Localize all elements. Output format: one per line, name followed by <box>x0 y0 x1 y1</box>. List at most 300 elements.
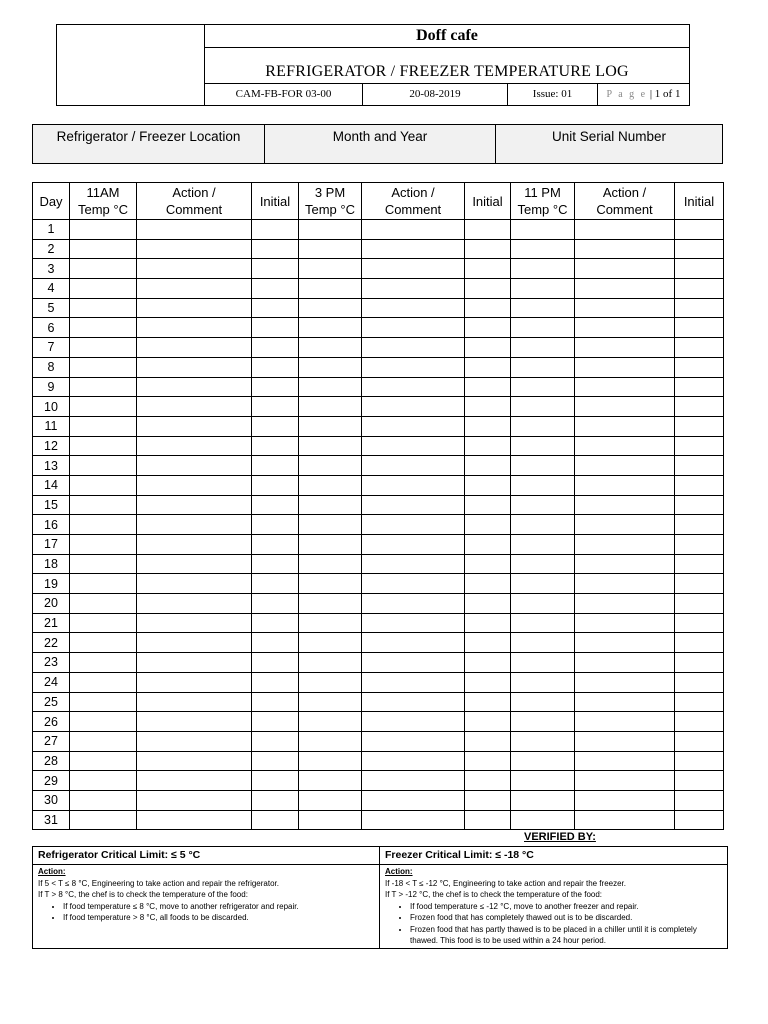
log-cell-action-comment[interactable] <box>575 594 675 614</box>
log-cell-temp-3pm[interactable] <box>299 672 362 692</box>
log-cell-action-comment[interactable] <box>362 220 465 240</box>
log-cell-action-comment[interactable] <box>575 357 675 377</box>
log-cell-temp-11am[interactable] <box>70 259 137 279</box>
log-cell-initial[interactable] <box>252 495 299 515</box>
log-cell-initial[interactable] <box>252 239 299 259</box>
log-cell-initial[interactable] <box>465 338 511 358</box>
log-cell-action-comment[interactable] <box>137 436 252 456</box>
log-cell-initial[interactable] <box>465 416 511 436</box>
log-cell-temp-11pm[interactable] <box>511 397 575 417</box>
table-row <box>33 653 724 673</box>
log-cell-temp-11pm[interactable] <box>511 790 575 810</box>
log-cell-action-comment[interactable] <box>575 456 675 476</box>
log-cell-action-comment[interactable] <box>362 613 465 633</box>
log-cell-initial[interactable] <box>465 692 511 712</box>
log-cell-temp-11am[interactable] <box>70 436 137 456</box>
log-cell-action-comment[interactable] <box>362 515 465 535</box>
log-cell-action-comment[interactable] <box>575 712 675 732</box>
log-cell-action-comment[interactable] <box>362 574 465 594</box>
log-cell-action-comment[interactable] <box>137 495 252 515</box>
log-cell-action-comment[interactable] <box>362 279 465 299</box>
log-cell-action-comment[interactable] <box>137 692 252 712</box>
log-cell-temp-11am[interactable] <box>70 554 137 574</box>
log-cell-temp-11pm[interactable] <box>511 574 575 594</box>
log-cell-initial[interactable] <box>252 397 299 417</box>
log-cell-action-comment[interactable] <box>137 279 252 299</box>
log-cell-action-comment[interactable] <box>137 771 252 791</box>
log-cell-action-comment[interactable] <box>575 416 675 436</box>
log-cell-initial[interactable] <box>252 357 299 377</box>
log-cell-temp-11am[interactable] <box>70 810 137 830</box>
log-cell-initial[interactable] <box>252 298 299 318</box>
log-cell-action-comment[interactable] <box>137 377 252 397</box>
log-cell-temp-11pm[interactable] <box>511 456 575 476</box>
log-cell-initial[interactable] <box>465 475 511 495</box>
log-cell-action-comment[interactable] <box>362 357 465 377</box>
log-cell-action-comment[interactable] <box>575 810 675 830</box>
serial-number-field[interactable]: Unit Serial Number <box>551 129 667 144</box>
log-cell-temp-3pm[interactable] <box>299 790 362 810</box>
log-cell-action-comment[interactable] <box>137 357 252 377</box>
log-cell-temp-11am[interactable] <box>70 653 137 673</box>
log-cell-initial[interactable] <box>252 653 299 673</box>
log-cell-initial[interactable] <box>252 790 299 810</box>
log-cell-initial[interactable] <box>465 554 511 574</box>
log-cell-action-comment[interactable] <box>575 751 675 771</box>
log-cell-initial[interactable] <box>465 653 511 673</box>
log-cell-action-comment[interactable] <box>362 672 465 692</box>
log-cell-initial[interactable] <box>675 771 724 791</box>
log-cell-initial[interactable] <box>252 377 299 397</box>
log-cell-action-comment[interactable] <box>575 731 675 751</box>
log-cell-temp-3pm[interactable] <box>299 633 362 653</box>
log-cell-temp-11am[interactable] <box>70 357 137 377</box>
log-cell-initial[interactable] <box>465 810 511 830</box>
log-cell-temp-11pm[interactable] <box>511 712 575 732</box>
log-cell-action-comment[interactable] <box>137 298 252 318</box>
log-cell-action-comment[interactable] <box>137 416 252 436</box>
log-cell-initial[interactable] <box>675 239 724 259</box>
log-cell-temp-3pm[interactable] <box>299 515 362 535</box>
log-cell-action-comment[interactable] <box>137 574 252 594</box>
log-cell-action-comment[interactable] <box>362 535 465 555</box>
log-cell-temp-3pm[interactable] <box>299 475 362 495</box>
log-cell-initial[interactable] <box>675 416 724 436</box>
log-cell-initial[interactable] <box>465 239 511 259</box>
log-cell-action-comment[interactable] <box>137 239 252 259</box>
log-cell-initial[interactable] <box>252 810 299 830</box>
log-cell-action-comment[interactable] <box>575 220 675 240</box>
log-cell-initial[interactable] <box>252 338 299 358</box>
log-cell-temp-11pm[interactable] <box>511 220 575 240</box>
log-cell-action-comment[interactable] <box>575 259 675 279</box>
log-cell-action-comment[interactable] <box>575 239 675 259</box>
log-cell-initial[interactable] <box>675 731 724 751</box>
log-cell-initial[interactable] <box>252 279 299 299</box>
log-cell-temp-3pm[interactable] <box>299 574 362 594</box>
log-cell-temp-3pm[interactable] <box>299 751 362 771</box>
log-cell-initial[interactable] <box>675 790 724 810</box>
log-cell-initial[interactable] <box>675 397 724 417</box>
log-cell-initial[interactable] <box>252 456 299 476</box>
log-cell-action-comment[interactable] <box>137 613 252 633</box>
log-cell-temp-3pm[interactable] <box>299 810 362 830</box>
log-cell-temp-11am[interactable] <box>70 495 137 515</box>
log-cell-temp-3pm[interactable] <box>299 535 362 555</box>
log-cell-temp-11pm[interactable] <box>511 771 575 791</box>
log-cell-action-comment[interactable] <box>362 653 465 673</box>
log-cell-initial[interactable] <box>675 436 724 456</box>
log-cell-temp-11am[interactable] <box>70 377 137 397</box>
log-cell-temp-11pm[interactable] <box>511 633 575 653</box>
log-cell-action-comment[interactable] <box>575 515 675 535</box>
log-cell-action-comment[interactable] <box>137 318 252 338</box>
log-cell-temp-3pm[interactable] <box>299 495 362 515</box>
log-cell-temp-3pm[interactable] <box>299 357 362 377</box>
log-cell-initial[interactable] <box>675 535 724 555</box>
log-cell-action-comment[interactable] <box>137 515 252 535</box>
page-word: P a g e <box>606 89 648 100</box>
log-cell-temp-11am[interactable] <box>70 515 137 535</box>
log-cell-initial[interactable] <box>465 594 511 614</box>
log-cell-initial[interactable] <box>675 279 724 299</box>
log-cell-initial[interactable] <box>252 318 299 338</box>
log-cell-temp-3pm[interactable] <box>299 731 362 751</box>
day-number: 26 <box>33 712 70 732</box>
log-cell-action-comment[interactable] <box>362 475 465 495</box>
log-cell-action-comment[interactable] <box>362 318 465 338</box>
log-cell-action-comment[interactable] <box>362 416 465 436</box>
log-cell-action-comment[interactable] <box>137 810 252 830</box>
log-cell-initial[interactable] <box>465 712 511 732</box>
log-cell-temp-3pm[interactable] <box>299 594 362 614</box>
log-cell-temp-3pm[interactable] <box>299 416 362 436</box>
log-cell-action-comment[interactable] <box>137 594 252 614</box>
log-cell-initial[interactable] <box>252 475 299 495</box>
log-cell-temp-11am[interactable] <box>70 672 137 692</box>
log-cell-temp-3pm[interactable] <box>299 554 362 574</box>
log-cell-initial[interactable] <box>675 220 724 240</box>
table-row <box>33 810 724 830</box>
log-cell-initial[interactable] <box>465 357 511 377</box>
freezer-bullets <box>385 901 722 947</box>
log-cell-action-comment[interactable] <box>575 771 675 791</box>
log-cell-initial[interactable] <box>675 456 724 476</box>
log-cell-initial[interactable] <box>465 377 511 397</box>
log-cell-temp-3pm[interactable] <box>299 259 362 279</box>
log-cell-initial[interactable] <box>465 397 511 417</box>
log-cell-temp-11pm[interactable] <box>511 535 575 555</box>
log-cell-temp-11am[interactable] <box>70 397 137 417</box>
log-cell-temp-3pm[interactable] <box>299 456 362 476</box>
log-cell-temp-11am[interactable] <box>70 751 137 771</box>
log-cell-action-comment[interactable] <box>575 475 675 495</box>
log-cell-action-comment[interactable] <box>137 712 252 732</box>
log-cell-temp-11am[interactable] <box>70 298 137 318</box>
log-cell-action-comment[interactable] <box>575 692 675 712</box>
log-cell-initial[interactable] <box>675 692 724 712</box>
log-cell-action-comment[interactable] <box>575 495 675 515</box>
log-cell-action-comment[interactable] <box>137 554 252 574</box>
log-cell-action-comment[interactable] <box>362 771 465 791</box>
log-cell-initial[interactable] <box>252 692 299 712</box>
log-cell-action-comment[interactable] <box>575 633 675 653</box>
log-cell-temp-3pm[interactable] <box>299 220 362 240</box>
log-cell-temp-11am[interactable] <box>70 771 137 791</box>
log-cell-initial[interactable] <box>252 613 299 633</box>
log-cell-action-comment[interactable] <box>362 298 465 318</box>
log-cell-temp-11pm[interactable] <box>511 436 575 456</box>
log-cell-action-comment[interactable] <box>575 318 675 338</box>
log-cell-temp-11am[interactable] <box>70 220 137 240</box>
log-cell-action-comment[interactable] <box>362 731 465 751</box>
log-cell-action-comment[interactable] <box>575 377 675 397</box>
log-cell-temp-3pm[interactable] <box>299 397 362 417</box>
log-cell-temp-3pm[interactable] <box>299 338 362 358</box>
log-cell-temp-11pm[interactable] <box>511 751 575 771</box>
logo-area <box>57 25 205 105</box>
log-cell-action-comment[interactable] <box>137 220 252 240</box>
log-cell-temp-11pm[interactable] <box>511 495 575 515</box>
log-cell-temp-11am[interactable] <box>70 318 137 338</box>
log-cell-initial[interactable] <box>252 416 299 436</box>
log-cell-initial[interactable] <box>465 731 511 751</box>
log-cell-temp-3pm[interactable] <box>299 239 362 259</box>
log-cell-action-comment[interactable] <box>362 495 465 515</box>
log-cell-action-comment[interactable] <box>362 259 465 279</box>
log-cell-temp-3pm[interactable] <box>299 318 362 338</box>
log-cell-action-comment[interactable] <box>575 613 675 633</box>
log-cell-temp-11pm[interactable] <box>511 692 575 712</box>
log-cell-initial[interactable] <box>675 259 724 279</box>
refrigerator-action-label: Action: <box>38 867 66 876</box>
log-cell-initial[interactable] <box>675 672 724 692</box>
freezer-action-line: If T > -12 °C, the chef is to check the temperature of the food: <box>385 890 603 899</box>
log-cell-initial[interactable] <box>465 751 511 771</box>
log-cell-initial[interactable] <box>465 515 511 535</box>
log-cell-action-comment[interactable] <box>575 298 675 318</box>
log-cell-initial[interactable] <box>252 731 299 751</box>
log-cell-initial[interactable] <box>675 594 724 614</box>
log-cell-temp-11pm[interactable] <box>511 338 575 358</box>
log-cell-temp-11pm[interactable] <box>511 318 575 338</box>
log-cell-initial[interactable] <box>465 495 511 515</box>
log-cell-initial[interactable] <box>675 515 724 535</box>
log-cell-action-comment[interactable] <box>137 731 252 751</box>
log-cell-action-comment[interactable] <box>362 456 465 476</box>
log-cell-temp-11pm[interactable] <box>511 672 575 692</box>
column-header-temp-11pm <box>511 183 575 220</box>
log-cell-action-comment[interactable] <box>362 633 465 653</box>
column-header-text: 11 PM <box>524 185 561 200</box>
log-cell-action-comment[interactable] <box>575 554 675 574</box>
log-cell-temp-3pm[interactable] <box>299 712 362 732</box>
log-cell-initial[interactable] <box>675 357 724 377</box>
log-cell-action-comment[interactable] <box>137 653 252 673</box>
log-cell-initial[interactable] <box>252 515 299 535</box>
log-cell-initial[interactable] <box>465 279 511 299</box>
log-cell-initial[interactable] <box>465 574 511 594</box>
log-cell-temp-11pm[interactable] <box>511 239 575 259</box>
log-cell-initial[interactable] <box>675 495 724 515</box>
log-cell-action-comment[interactable] <box>362 377 465 397</box>
log-cell-temp-11am[interactable] <box>70 456 137 476</box>
log-cell-action-comment[interactable] <box>137 338 252 358</box>
log-cell-initial[interactable] <box>675 338 724 358</box>
log-cell-action-comment[interactable] <box>362 239 465 259</box>
log-cell-temp-3pm[interactable] <box>299 613 362 633</box>
log-cell-temp-11am[interactable] <box>70 535 137 555</box>
log-cell-initial[interactable] <box>252 574 299 594</box>
log-cell-initial[interactable] <box>675 475 724 495</box>
log-cell-action-comment[interactable] <box>362 338 465 358</box>
log-cell-action-comment[interactable] <box>362 594 465 614</box>
log-cell-initial[interactable] <box>675 554 724 574</box>
log-cell-action-comment[interactable] <box>137 475 252 495</box>
log-cell-action-comment[interactable] <box>137 535 252 555</box>
log-cell-temp-11am[interactable] <box>70 594 137 614</box>
log-cell-initial[interactable] <box>465 790 511 810</box>
log-cell-initial[interactable] <box>675 712 724 732</box>
log-cell-action-comment[interactable] <box>362 436 465 456</box>
log-cell-temp-11pm[interactable] <box>511 515 575 535</box>
log-cell-initial[interactable] <box>465 220 511 240</box>
log-cell-initial[interactable] <box>675 298 724 318</box>
log-cell-action-comment[interactable] <box>362 397 465 417</box>
log-cell-initial[interactable] <box>252 259 299 279</box>
log-cell-initial[interactable] <box>675 810 724 830</box>
log-cell-temp-11pm[interactable] <box>511 810 575 830</box>
log-cell-initial[interactable] <box>252 712 299 732</box>
log-cell-temp-3pm[interactable] <box>299 298 362 318</box>
log-cell-action-comment[interactable] <box>575 436 675 456</box>
log-cell-temp-11am[interactable] <box>70 731 137 751</box>
log-cell-action-comment[interactable] <box>575 338 675 358</box>
log-cell-action-comment[interactable] <box>575 672 675 692</box>
log-cell-action-comment[interactable] <box>137 633 252 653</box>
log-cell-temp-11pm[interactable] <box>511 653 575 673</box>
log-cell-temp-11pm[interactable] <box>511 475 575 495</box>
log-cell-action-comment[interactable] <box>575 653 675 673</box>
log-cell-action-comment[interactable] <box>137 751 252 771</box>
log-cell-action-comment[interactable] <box>137 790 252 810</box>
log-cell-initial[interactable] <box>465 633 511 653</box>
log-cell-initial[interactable] <box>252 672 299 692</box>
log-cell-temp-11am[interactable] <box>70 279 137 299</box>
log-cell-temp-11pm[interactable] <box>511 377 575 397</box>
log-cell-temp-11pm[interactable] <box>511 731 575 751</box>
log-cell-temp-11pm[interactable] <box>511 554 575 574</box>
log-cell-temp-11am[interactable] <box>70 416 137 436</box>
log-cell-temp-11am[interactable] <box>70 613 137 633</box>
log-cell-initial[interactable] <box>252 220 299 240</box>
day-number: 30 <box>33 790 70 810</box>
log-cell-initial[interactable] <box>675 751 724 771</box>
log-cell-initial[interactable] <box>465 613 511 633</box>
log-cell-temp-3pm[interactable] <box>299 436 362 456</box>
log-cell-action-comment[interactable] <box>575 397 675 417</box>
day-number: 11 <box>33 416 70 436</box>
day-number: 14 <box>33 475 70 495</box>
log-cell-action-comment[interactable] <box>137 397 252 417</box>
refrigerator-bullet: • If food temperature ≤ 8 °C, move to another refrigerator and repair. <box>63 901 374 913</box>
log-cell-action-comment[interactable] <box>137 456 252 476</box>
log-cell-initial[interactable] <box>465 436 511 456</box>
log-cell-temp-11pm[interactable] <box>511 357 575 377</box>
log-cell-initial[interactable] <box>465 535 511 555</box>
log-cell-action-comment[interactable] <box>362 751 465 771</box>
log-cell-initial[interactable] <box>465 771 511 791</box>
log-cell-temp-3pm[interactable] <box>299 377 362 397</box>
log-cell-initial[interactable] <box>465 456 511 476</box>
log-cell-action-comment[interactable] <box>137 672 252 692</box>
log-cell-initial[interactable] <box>252 633 299 653</box>
log-cell-initial[interactable] <box>465 318 511 338</box>
log-cell-initial[interactable] <box>465 672 511 692</box>
log-cell-initial[interactable] <box>252 594 299 614</box>
log-cell-temp-3pm[interactable] <box>299 653 362 673</box>
refrigerator-bullets <box>38 901 374 924</box>
log-cell-action-comment[interactable] <box>575 574 675 594</box>
log-cell-temp-11am[interactable] <box>70 633 137 653</box>
log-cell-temp-11am[interactable] <box>70 239 137 259</box>
log-cell-action-comment[interactable] <box>575 279 675 299</box>
log-cell-temp-11am[interactable] <box>70 712 137 732</box>
log-cell-initial[interactable] <box>252 436 299 456</box>
log-cell-temp-3pm[interactable] <box>299 692 362 712</box>
location-field[interactable]: Refrigerator / Freezer Location <box>33 125 265 163</box>
log-cell-initial[interactable] <box>252 771 299 791</box>
log-cell-initial[interactable] <box>675 574 724 594</box>
log-cell-initial[interactable] <box>252 535 299 555</box>
column-header-text: Action / <box>172 185 216 200</box>
log-cell-temp-11am[interactable] <box>70 338 137 358</box>
log-cell-temp-11pm[interactable] <box>511 613 575 633</box>
critical-limits-table <box>32 846 728 949</box>
log-cell-action-comment[interactable] <box>362 712 465 732</box>
log-cell-action-comment[interactable] <box>362 554 465 574</box>
log-cell-initial[interactable] <box>675 377 724 397</box>
log-cell-initial[interactable] <box>675 653 724 673</box>
log-cell-temp-11pm[interactable] <box>511 298 575 318</box>
log-cell-temp-11am[interactable] <box>70 692 137 712</box>
log-cell-action-comment[interactable] <box>362 790 465 810</box>
log-cell-initial[interactable] <box>675 318 724 338</box>
log-cell-action-comment[interactable] <box>575 535 675 555</box>
log-cell-initial[interactable] <box>675 633 724 653</box>
log-cell-temp-11am[interactable] <box>70 574 137 594</box>
log-cell-initial[interactable] <box>252 554 299 574</box>
log-cell-initial[interactable] <box>675 613 724 633</box>
log-cell-temp-11pm[interactable] <box>511 594 575 614</box>
log-cell-temp-11am[interactable] <box>70 475 137 495</box>
log-cell-temp-11pm[interactable] <box>511 416 575 436</box>
log-cell-initial[interactable] <box>465 298 511 318</box>
log-cell-action-comment[interactable] <box>362 810 465 830</box>
log-cell-initial[interactable] <box>465 259 511 279</box>
log-cell-temp-3pm[interactable] <box>299 279 362 299</box>
log-cell-temp-11pm[interactable] <box>511 279 575 299</box>
log-cell-temp-11pm[interactable] <box>511 259 575 279</box>
log-cell-action-comment[interactable] <box>137 259 252 279</box>
log-cell-temp-11am[interactable] <box>70 790 137 810</box>
log-cell-initial[interactable] <box>252 751 299 771</box>
log-cell-action-comment[interactable] <box>362 692 465 712</box>
log-cell-temp-3pm[interactable] <box>299 771 362 791</box>
month-year-field[interactable]: Month and Year <box>265 125 496 163</box>
table-row <box>33 318 724 338</box>
log-cell-action-comment[interactable] <box>575 790 675 810</box>
